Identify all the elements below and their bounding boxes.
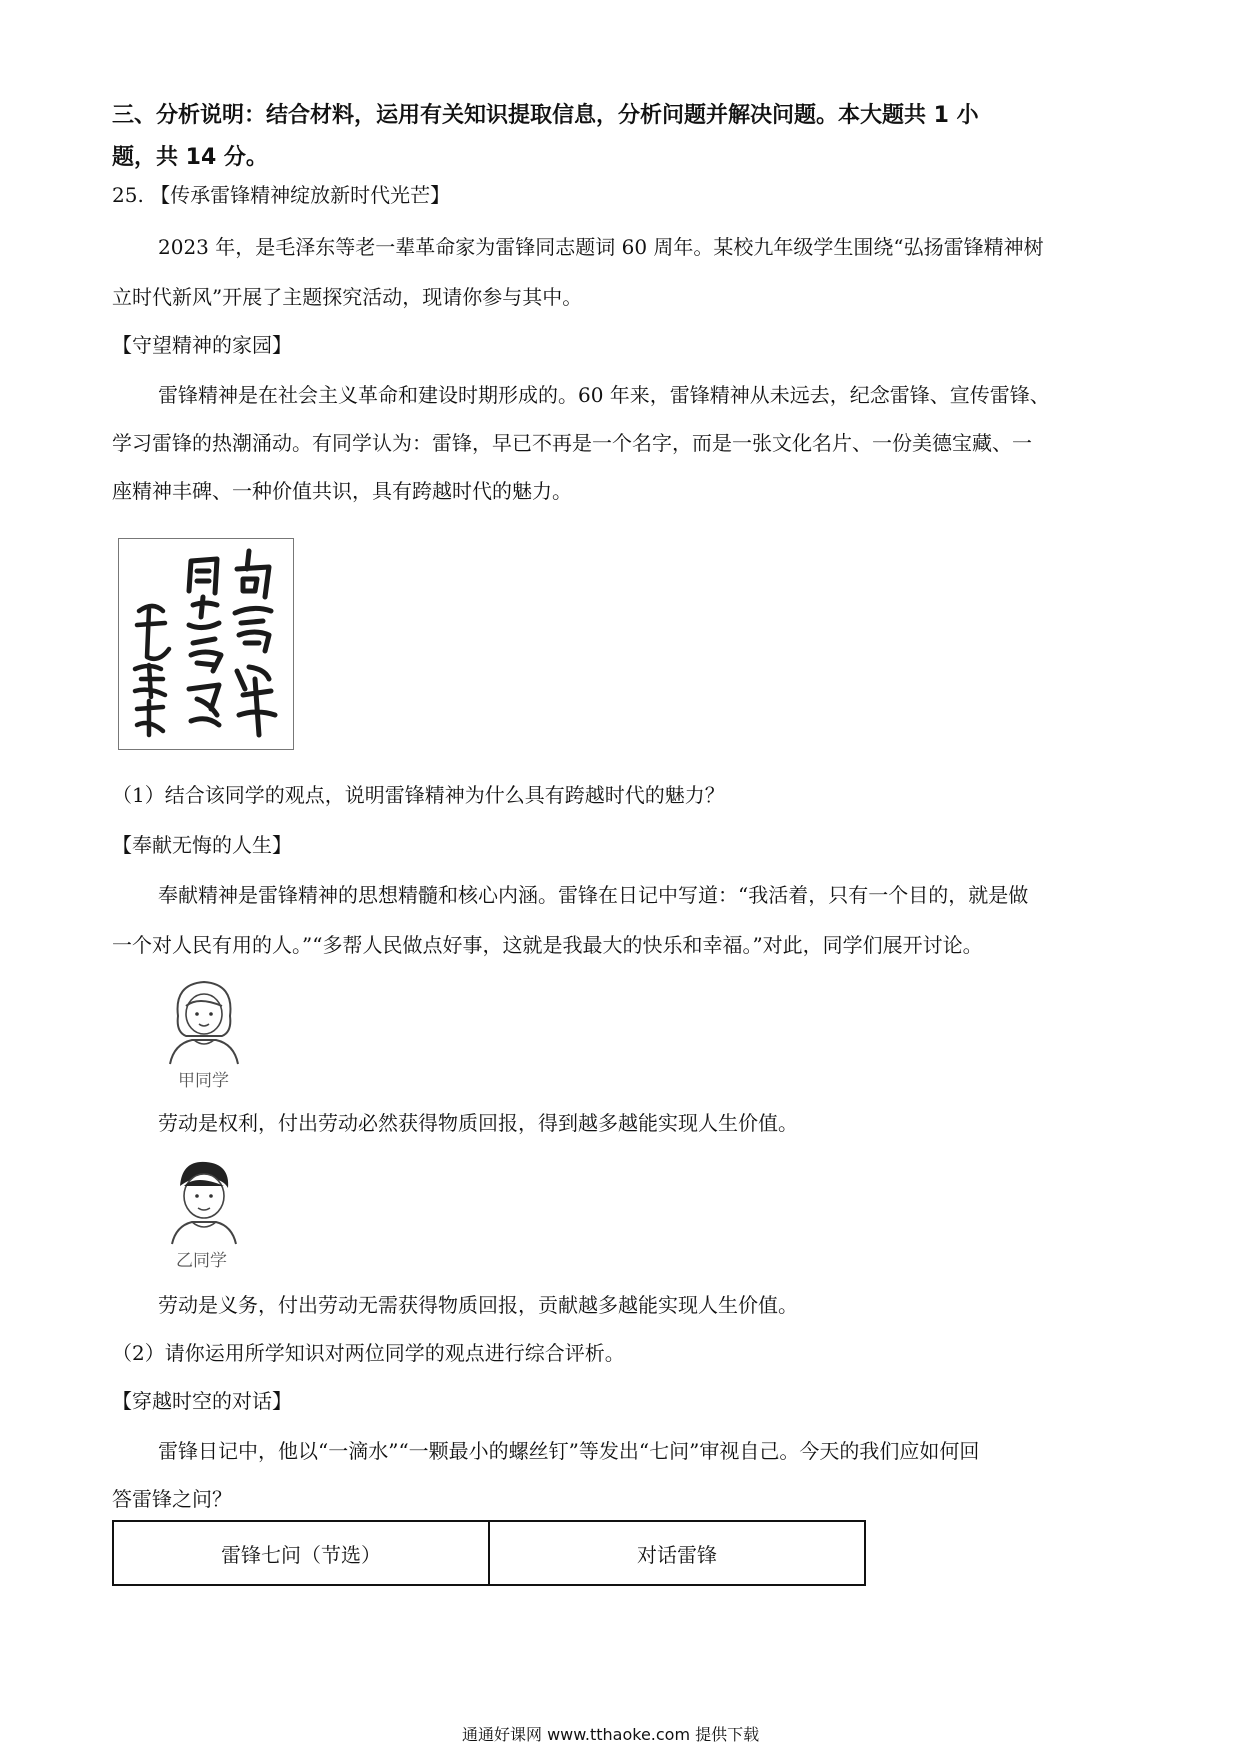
- table-header-cell: 雷锋七问（节选）: [113, 1521, 489, 1585]
- section-heading-line2: 题，共 14 分。: [112, 145, 268, 170]
- question-intro-line1: 2023 年，是毛泽东等老一辈革命家为雷锋同志题词 60 周年。某校九年级学生围绕“弘扬雷锋精神树: [158, 235, 1044, 259]
- question-intro-line2: 立时代新风”开展了主题探究活动，现请你参与其中。: [112, 285, 583, 309]
- part1-para-line3: 座精神丰碑、一种价值共识，具有跨越时代的魅力。: [112, 479, 572, 503]
- part3-heading: 【穿越时空的对话】: [112, 1389, 292, 1413]
- student-a-avatar: [164, 976, 244, 1070]
- part1-heading: 【守望精神的家园】: [112, 333, 292, 357]
- part2-para-line1: 奉献精神是雷锋精神的思想精髓和核心内涵。雷锋在日记中写道：“我活着，只有一个目的，就是做: [158, 883, 1029, 907]
- page-footer: 通通好课网 www.tthaoke.com 提供下载: [462, 1725, 760, 1744]
- section-heading-line1: 三、分析说明：结合材料，运用有关知识提取信息，分析问题并解决问题。本大题共 1 小: [112, 103, 979, 128]
- part2-sub-question: （2）请你运用所学知识对两位同学的观点进行综合评析。: [112, 1341, 625, 1365]
- student-b-view: 劳动是义务，付出劳动无需获得物质回报，贡献越多越能实现人生价值。: [158, 1293, 798, 1317]
- student-a-view: 劳动是权利，付出劳动必然获得物质回报，得到越多越能实现人生价值。: [158, 1111, 798, 1135]
- student-b-label: 乙同学: [176, 1251, 227, 1271]
- part2-para-line2: 一个对人民有用的人。”“多帮人民做点好事，这就是我最大的快乐和幸福。”对此，同学们展开讨论。: [112, 933, 983, 957]
- question-title: 25. 【传承雷锋精神绽放新时代光芒】: [112, 183, 451, 207]
- part1-para-line1: 雷锋精神是在社会主义革命和建设时期形成的。60 年来，雷锋精神从未远去，纪念雷锋、宣传雷锋、: [158, 383, 1050, 407]
- part3-para-line2: 答雷锋之问？: [112, 1487, 232, 1511]
- dialogue-table: [112, 1520, 866, 1586]
- student-a-label: 甲同学: [178, 1071, 229, 1091]
- table-row: [113, 1521, 865, 1585]
- part1-sub-question: （1）结合该同学的观点，说明雷锋精神为什么具有跨越时代的魅力？: [112, 783, 725, 807]
- calligraphy-image: [118, 538, 294, 750]
- calligraphy-inscription: [119, 539, 293, 749]
- student-b-avatar: [166, 1156, 242, 1250]
- table-header-cell: 对话雷锋: [489, 1521, 865, 1585]
- part2-heading: 【奉献无悔的人生】: [112, 833, 292, 857]
- part1-para-line2: 学习雷锋的热潮涌动。有同学认为：雷锋，早已不再是一个名字，而是一张文化名片、一份美德宝藏、一: [112, 431, 1032, 455]
- part3-para-line1: 雷锋日记中，他以“一滴水”“一颗最小的螺丝钉”等发出“七问”审视自己。今天的我们应如何回: [158, 1439, 980, 1463]
